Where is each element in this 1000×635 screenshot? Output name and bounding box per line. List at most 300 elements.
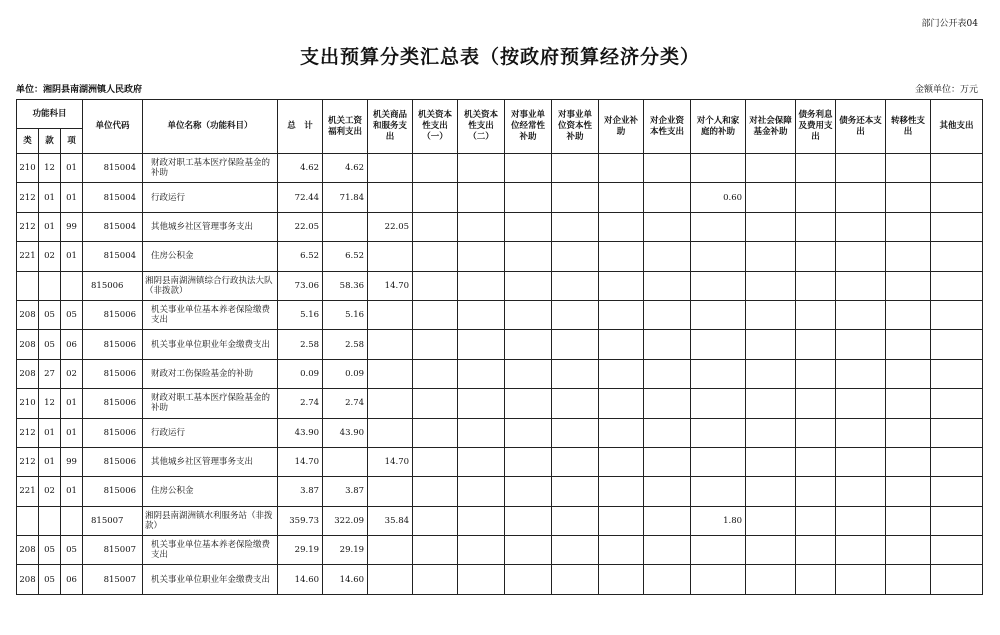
total-cell: 359.73 xyxy=(278,506,323,535)
td-kuan: 05 xyxy=(39,536,61,565)
table-row xyxy=(17,536,983,565)
econ-value-cell xyxy=(691,300,746,329)
econ-value-cell xyxy=(505,418,552,447)
header-econ: 对社会保障基金补助 xyxy=(746,100,796,154)
econ-value-cell xyxy=(836,389,886,418)
econ-value-cell xyxy=(931,330,983,359)
econ-value-cell xyxy=(599,212,644,241)
econ-value-cell xyxy=(886,447,931,476)
td-kuan: 05 xyxy=(39,300,61,329)
econ-value-cell xyxy=(746,389,796,418)
econ-value-cell: 71.84 xyxy=(323,183,368,212)
econ-value-cell xyxy=(599,300,644,329)
econ-value-cell xyxy=(413,389,458,418)
econ-value-cell xyxy=(746,300,796,329)
econ-value-cell xyxy=(836,565,886,594)
econ-value-cell xyxy=(552,330,599,359)
td-xiang: 99 xyxy=(61,212,83,241)
econ-value-cell xyxy=(458,271,505,300)
td-lei: 208 xyxy=(17,565,39,594)
econ-value-cell xyxy=(458,536,505,565)
econ-value-cell xyxy=(599,565,644,594)
td-kuan: 01 xyxy=(39,183,61,212)
econ-value-cell xyxy=(505,183,552,212)
econ-value-cell xyxy=(413,271,458,300)
econ-value-cell xyxy=(746,242,796,271)
econ-value-cell xyxy=(691,359,746,388)
econ-value-cell xyxy=(505,300,552,329)
econ-value-cell xyxy=(323,447,368,476)
header-unit-code: 单位代码 xyxy=(83,100,143,154)
unit-code-cell: 815006 xyxy=(83,477,143,506)
td-xiang: 01 xyxy=(61,154,83,183)
header-econ: 转移性支出 xyxy=(886,100,931,154)
table-row xyxy=(17,447,983,476)
econ-value-cell xyxy=(746,183,796,212)
td-lei: 212 xyxy=(17,447,39,476)
td-kuan: 01 xyxy=(39,212,61,241)
td-lei: 212 xyxy=(17,418,39,447)
header-econ: 机关资本性支出（一） xyxy=(413,100,458,154)
unit-label: 单位：湘阴县南湖洲镇人民政府 xyxy=(16,85,143,95)
econ-value-cell xyxy=(368,565,413,594)
total-cell: 4.62 xyxy=(278,154,323,183)
econ-value-cell xyxy=(644,212,691,241)
td-xiang: 06 xyxy=(61,565,83,594)
total-cell: 14.70 xyxy=(278,447,323,476)
econ-value-cell: 35.84 xyxy=(368,506,413,535)
econ-value-cell xyxy=(836,536,886,565)
econ-value-cell: 29.19 xyxy=(323,536,368,565)
td-lei xyxy=(17,506,39,535)
econ-value-cell xyxy=(458,242,505,271)
econ-value-cell xyxy=(836,477,886,506)
econ-value-cell: 58.36 xyxy=(323,271,368,300)
econ-value-cell xyxy=(505,154,552,183)
econ-value-cell xyxy=(886,271,931,300)
econ-value-cell xyxy=(691,154,746,183)
econ-value-cell xyxy=(413,183,458,212)
unit-code-cell: 815006 xyxy=(83,389,143,418)
td-xiang: 01 xyxy=(61,389,83,418)
table-row xyxy=(17,359,983,388)
header-econ: 对个人和家庭的补助 xyxy=(691,100,746,154)
table-row xyxy=(17,418,983,447)
td-kuan: 12 xyxy=(39,389,61,418)
econ-value-cell xyxy=(796,506,836,535)
econ-value-cell xyxy=(552,242,599,271)
econ-value-cell xyxy=(505,330,552,359)
econ-value-cell xyxy=(552,565,599,594)
econ-value-cell xyxy=(746,418,796,447)
econ-value-cell xyxy=(886,565,931,594)
econ-value-cell xyxy=(599,418,644,447)
econ-value-cell xyxy=(746,506,796,535)
unit-name-cell: 机关事业单位基本养老保险缴费支出 xyxy=(143,300,278,329)
econ-value-cell xyxy=(505,477,552,506)
total-cell: 6.52 xyxy=(278,242,323,271)
econ-value-cell xyxy=(458,477,505,506)
econ-value-cell xyxy=(836,506,886,535)
econ-value-cell xyxy=(836,183,886,212)
header-total: 总 计 xyxy=(278,100,323,154)
unit-name-cell: 财政对工伤保险基金的补助 xyxy=(143,359,278,388)
unit-name-cell: 机关事业单位基本养老保险缴费支出 xyxy=(143,536,278,565)
econ-value-cell xyxy=(552,271,599,300)
td-lei xyxy=(17,271,39,300)
form-code: 部门公开表04 xyxy=(921,19,978,29)
econ-value-cell xyxy=(368,418,413,447)
econ-value-cell xyxy=(644,389,691,418)
econ-value-cell xyxy=(458,212,505,241)
econ-value-cell xyxy=(368,389,413,418)
econ-value-cell xyxy=(886,154,931,183)
econ-value-cell xyxy=(505,212,552,241)
econ-value-cell xyxy=(836,271,886,300)
econ-value-cell xyxy=(599,477,644,506)
econ-value-cell xyxy=(413,565,458,594)
econ-value-cell xyxy=(886,389,931,418)
econ-value-cell xyxy=(552,300,599,329)
td-lei: 210 xyxy=(17,154,39,183)
econ-value-cell xyxy=(599,154,644,183)
econ-value-cell xyxy=(796,330,836,359)
table-row xyxy=(17,271,983,300)
unit-name-cell: 行政运行 xyxy=(143,183,278,212)
td-lei: 212 xyxy=(17,212,39,241)
econ-value-cell xyxy=(691,212,746,241)
unit-code-cell: 815006 xyxy=(83,447,143,476)
econ-value-cell xyxy=(552,447,599,476)
econ-value-cell xyxy=(458,418,505,447)
unit-name-cell: 湘阴县南湖洲镇综合行政执法大队（非拨款） xyxy=(143,271,278,300)
econ-value-cell xyxy=(746,565,796,594)
econ-value-cell xyxy=(413,242,458,271)
econ-value-cell xyxy=(644,418,691,447)
econ-value-cell xyxy=(413,477,458,506)
econ-value-cell xyxy=(691,242,746,271)
unit-code-cell: 815004 xyxy=(83,183,143,212)
header-econ: 对企业资本性支出 xyxy=(644,100,691,154)
econ-value-cell xyxy=(691,271,746,300)
econ-value-cell: 4.62 xyxy=(323,154,368,183)
econ-value-cell xyxy=(796,477,836,506)
econ-value-cell xyxy=(458,565,505,594)
total-cell: 43.90 xyxy=(278,418,323,447)
td-kuan xyxy=(39,506,61,535)
header-econ: 机关工资福利支出 xyxy=(323,100,368,154)
econ-value-cell xyxy=(458,330,505,359)
unit-name-cell: 行政运行 xyxy=(143,418,278,447)
econ-value-cell xyxy=(691,447,746,476)
econ-value-cell xyxy=(691,565,746,594)
econ-value-cell xyxy=(552,154,599,183)
econ-value-cell xyxy=(746,447,796,476)
econ-value-cell xyxy=(368,183,413,212)
unit-code-cell: 815006 xyxy=(83,359,143,388)
td-kuan: 01 xyxy=(39,418,61,447)
td-lei: 212 xyxy=(17,183,39,212)
econ-value-cell xyxy=(746,271,796,300)
econ-value-cell xyxy=(644,447,691,476)
econ-value-cell xyxy=(505,565,552,594)
econ-value-cell xyxy=(886,330,931,359)
econ-value-cell: 14.70 xyxy=(368,447,413,476)
econ-value-cell xyxy=(931,418,983,447)
econ-value-cell xyxy=(599,359,644,388)
econ-value-cell xyxy=(644,300,691,329)
unit-name-cell: 财政对职工基本医疗保险基金的补助 xyxy=(143,389,278,418)
header-kuan: 款 xyxy=(39,129,61,154)
econ-value-cell xyxy=(886,242,931,271)
econ-value-cell xyxy=(552,389,599,418)
econ-value-cell xyxy=(599,183,644,212)
header-func-group: 功能科目 xyxy=(17,100,83,129)
econ-value-cell xyxy=(691,389,746,418)
econ-value-cell xyxy=(931,536,983,565)
econ-value-cell xyxy=(552,506,599,535)
td-xiang: 05 xyxy=(61,536,83,565)
econ-value-cell: 2.58 xyxy=(323,330,368,359)
econ-value-cell: 6.52 xyxy=(323,242,368,271)
econ-value-cell xyxy=(458,300,505,329)
econ-value-cell xyxy=(796,242,836,271)
econ-value-cell: 22.05 xyxy=(368,212,413,241)
td-xiang xyxy=(61,271,83,300)
econ-value-cell xyxy=(796,212,836,241)
unit-name-cell: 机关事业单位职业年金缴费支出 xyxy=(143,330,278,359)
econ-value-cell xyxy=(691,536,746,565)
econ-value-cell xyxy=(368,154,413,183)
econ-value-cell xyxy=(931,154,983,183)
td-xiang: 01 xyxy=(61,477,83,506)
econ-value-cell: 1.80 xyxy=(691,506,746,535)
econ-value-cell xyxy=(931,477,983,506)
table-row xyxy=(17,389,983,418)
header-econ: 债务还本支出 xyxy=(836,100,886,154)
econ-value-cell xyxy=(644,330,691,359)
econ-value-cell xyxy=(644,154,691,183)
econ-value-cell xyxy=(796,389,836,418)
econ-value-cell xyxy=(886,359,931,388)
td-kuan: 02 xyxy=(39,477,61,506)
econ-value-cell xyxy=(931,242,983,271)
td-xiang: 99 xyxy=(61,447,83,476)
econ-value-cell xyxy=(413,536,458,565)
econ-value-cell xyxy=(886,506,931,535)
header-econ: 对事业单位资本性补助 xyxy=(552,100,599,154)
total-cell: 5.16 xyxy=(278,300,323,329)
econ-value-cell xyxy=(644,183,691,212)
unit-code-cell: 815007 xyxy=(83,565,143,594)
page-title: 支出预算分类汇总表（按政府预算经济分类） xyxy=(299,46,700,68)
table-row xyxy=(17,154,983,183)
econ-value-cell: 14.70 xyxy=(368,271,413,300)
td-kuan: 01 xyxy=(39,447,61,476)
econ-value-cell: 5.16 xyxy=(323,300,368,329)
unit-code-cell: 815004 xyxy=(83,154,143,183)
econ-value-cell xyxy=(691,477,746,506)
td-xiang: 01 xyxy=(61,242,83,271)
econ-value-cell xyxy=(886,536,931,565)
td-xiang: 01 xyxy=(61,183,83,212)
unit-code-cell: 815004 xyxy=(83,212,143,241)
econ-value-cell xyxy=(505,389,552,418)
econ-value-cell xyxy=(886,183,931,212)
econ-value-cell xyxy=(836,300,886,329)
econ-value-cell xyxy=(552,359,599,388)
total-cell: 2.74 xyxy=(278,389,323,418)
econ-value-cell xyxy=(746,154,796,183)
econ-value-cell: 14.60 xyxy=(323,565,368,594)
econ-value-cell xyxy=(505,359,552,388)
econ-value-cell xyxy=(796,565,836,594)
econ-value-cell xyxy=(458,447,505,476)
econ-value-cell xyxy=(599,506,644,535)
td-lei: 221 xyxy=(17,477,39,506)
table-row xyxy=(17,242,983,271)
econ-value-cell xyxy=(746,212,796,241)
table-row xyxy=(17,183,983,212)
econ-value-cell xyxy=(836,359,886,388)
header-econ: 其他支出 xyxy=(931,100,983,154)
td-lei: 221 xyxy=(17,242,39,271)
econ-value-cell: 43.90 xyxy=(323,418,368,447)
econ-value-cell: 0.09 xyxy=(323,359,368,388)
header-unit-name: 单位名称（功能科目） xyxy=(143,100,278,154)
header-econ: 机关商品和服务支出 xyxy=(368,100,413,154)
total-cell: 22.05 xyxy=(278,212,323,241)
econ-value-cell xyxy=(931,565,983,594)
econ-value-cell xyxy=(691,330,746,359)
header-econ: 机关资本性支出（二） xyxy=(458,100,505,154)
econ-value-cell: 0.60 xyxy=(691,183,746,212)
table-row xyxy=(17,477,983,506)
econ-value-cell xyxy=(552,212,599,241)
econ-value-cell xyxy=(796,271,836,300)
total-cell: 3.87 xyxy=(278,477,323,506)
econ-value-cell xyxy=(796,300,836,329)
td-xiang: 01 xyxy=(61,418,83,447)
econ-value-cell xyxy=(599,242,644,271)
econ-value-cell xyxy=(886,477,931,506)
header-xiang: 项 xyxy=(61,129,83,154)
unit-code-cell: 815006 xyxy=(83,418,143,447)
econ-value-cell xyxy=(552,418,599,447)
econ-value-cell xyxy=(644,242,691,271)
unit-code-cell: 815006 xyxy=(83,271,143,300)
td-kuan: 12 xyxy=(39,154,61,183)
unit-code-cell: 815007 xyxy=(83,536,143,565)
td-kuan: 27 xyxy=(39,359,61,388)
econ-value-cell xyxy=(368,330,413,359)
econ-value-cell xyxy=(886,212,931,241)
econ-value-cell xyxy=(413,447,458,476)
econ-value-cell xyxy=(931,271,983,300)
econ-value-cell xyxy=(552,477,599,506)
unit-name-cell: 住房公积金 xyxy=(143,477,278,506)
econ-value-cell xyxy=(836,242,886,271)
td-lei: 210 xyxy=(17,389,39,418)
econ-value-cell xyxy=(413,154,458,183)
econ-value-cell xyxy=(413,418,458,447)
total-cell: 73.06 xyxy=(278,271,323,300)
econ-value-cell xyxy=(931,359,983,388)
econ-value-cell xyxy=(368,242,413,271)
econ-value-cell xyxy=(644,477,691,506)
econ-value-cell xyxy=(886,300,931,329)
unit-name-cell: 住房公积金 xyxy=(143,242,278,271)
unit-name-cell: 其他城乡社区管理事务支出 xyxy=(143,447,278,476)
td-lei: 208 xyxy=(17,330,39,359)
econ-value-cell xyxy=(931,506,983,535)
td-xiang xyxy=(61,506,83,535)
unit-name-cell: 机关事业单位职业年金缴费支出 xyxy=(143,565,278,594)
table-row xyxy=(17,300,983,329)
unit-code-cell: 815007 xyxy=(83,506,143,535)
econ-value-cell xyxy=(644,536,691,565)
econ-value-cell xyxy=(796,447,836,476)
econ-value-cell xyxy=(505,536,552,565)
econ-value-cell xyxy=(691,418,746,447)
econ-value-cell xyxy=(931,447,983,476)
td-kuan: 05 xyxy=(39,330,61,359)
econ-value-cell xyxy=(836,330,886,359)
econ-value-cell: 3.87 xyxy=(323,477,368,506)
econ-value-cell xyxy=(796,536,836,565)
econ-value-cell xyxy=(599,536,644,565)
econ-value-cell xyxy=(836,447,886,476)
econ-value-cell xyxy=(413,506,458,535)
table-row xyxy=(17,212,983,241)
econ-value-cell xyxy=(368,359,413,388)
total-cell: 2.58 xyxy=(278,330,323,359)
econ-value-cell xyxy=(458,506,505,535)
econ-value-cell xyxy=(931,389,983,418)
header-lei: 类 xyxy=(17,129,39,154)
econ-value-cell xyxy=(552,183,599,212)
econ-value-cell xyxy=(599,271,644,300)
td-xiang: 06 xyxy=(61,330,83,359)
econ-value-cell xyxy=(599,389,644,418)
total-cell: 72.44 xyxy=(278,183,323,212)
td-xiang: 02 xyxy=(61,359,83,388)
econ-value-cell xyxy=(599,330,644,359)
econ-value-cell xyxy=(796,418,836,447)
econ-value-cell xyxy=(836,418,886,447)
econ-value-cell xyxy=(931,212,983,241)
econ-value-cell xyxy=(796,359,836,388)
econ-value-cell xyxy=(505,242,552,271)
td-lei: 208 xyxy=(17,300,39,329)
econ-value-cell xyxy=(323,212,368,241)
header-econ: 对企业补助 xyxy=(599,100,644,154)
econ-value-cell xyxy=(644,506,691,535)
table-row xyxy=(17,506,983,535)
econ-value-cell xyxy=(368,477,413,506)
econ-value-cell xyxy=(413,359,458,388)
econ-value-cell xyxy=(458,183,505,212)
td-kuan: 02 xyxy=(39,242,61,271)
econ-value-cell xyxy=(886,418,931,447)
econ-value-cell xyxy=(796,154,836,183)
econ-value-cell: 322.09 xyxy=(323,506,368,535)
td-xiang: 05 xyxy=(61,300,83,329)
header-econ: 对事业单位经常性补助 xyxy=(505,100,552,154)
table-row xyxy=(17,565,983,594)
unit-code-cell: 815006 xyxy=(83,330,143,359)
total-cell: 0.09 xyxy=(278,359,323,388)
